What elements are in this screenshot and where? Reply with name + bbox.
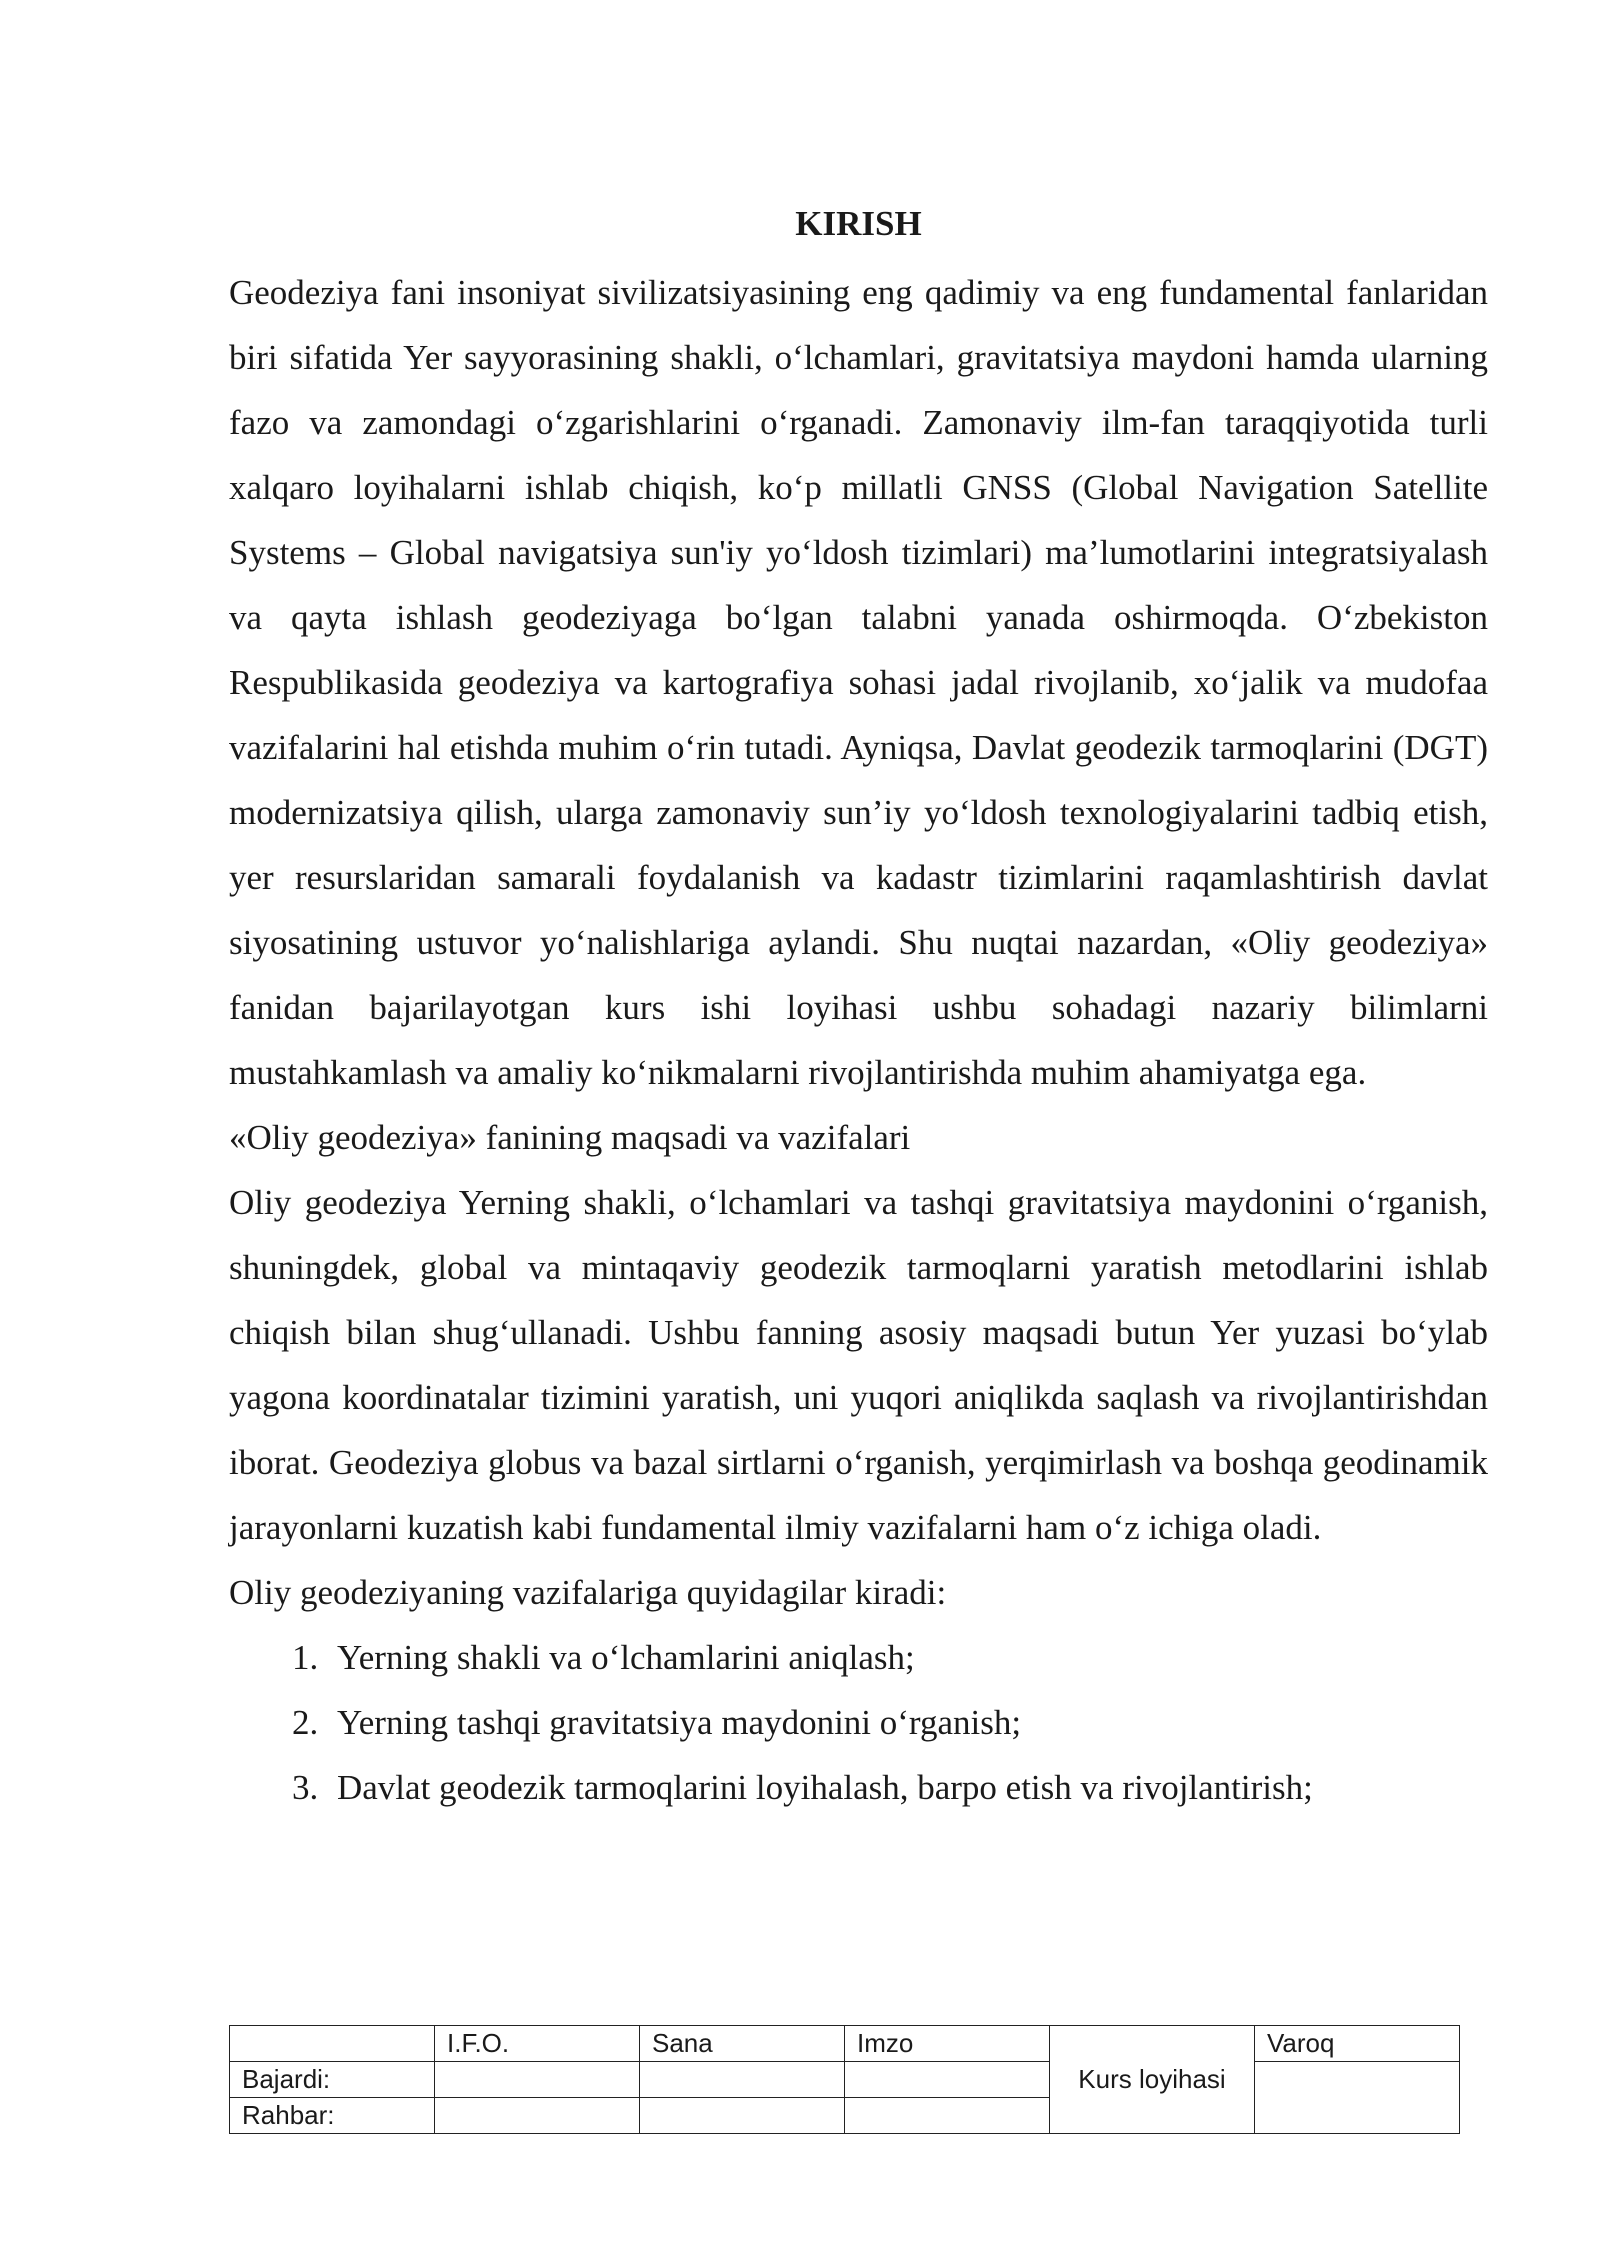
document-body — [229, 196, 1488, 1820]
title-block-doc-type: Kurs loyihasi — [1050, 2026, 1255, 2134]
page-title: KIRISH — [795, 204, 922, 243]
tasks-list — [229, 1625, 1488, 1820]
title-block-table — [229, 2025, 1460, 2134]
title-block-cell — [845, 2062, 1050, 2098]
title-block-header-signature: Imzo — [845, 2026, 1050, 2062]
task-item: 3. Davlat geodezik tarmoqlarini loyihalash, barpo etish va rivojlantirish; — [327, 1755, 1488, 1820]
section-heading: «Oliy geodeziya» fanining maqsadi va vazifalari — [229, 1118, 911, 1157]
title-block-empty-cell — [230, 2026, 435, 2062]
intro-paragraph: Geodeziya fani insoniyat sivilizatsiyasining eng qadimiy va eng fundamental fanlaridan biri sifatida Yer sayyorasining shakli, o‘lchamlari, gravitatsiya maydoni hamda ularning fazo va zamondagi o‘zgarishlarini o‘rganadi. Zamonaviy ilm-fan taraqqiyotida turli xalqaro loyihalarni ishlab chiqish, ko‘p millatli GNSS (Global Navigation Satellite Systems – Global navigatsiya sun'iy yo‘ldosh tizimlari) ma’lumotlarini integratsiyalash va qayta ishlash geodeziyaga bo‘lgan talabni yanada oshirmoqda. O‘zbekiston Respublikasida geodeziya va kartografiya sohasi jadal rivojlanib, xo‘jalik va mudofaa vazifalarini hal etishda muhim o‘rin tutadi. Ayniqsa, Davlat geodezik tarmoqlarini (DGT) modernizatsiya qilish, ularga zamonaviy sun’iy yo‘ldosh texnologiyalarini tadbiq etish, yer resurslaridan samarali foydalanish va kadastr tizimlarini raqamlashtirish davlat siyosatining ustuvor yo‘nalishlariga aylandi. Shu nuqtai nazardan, «Oliy geodeziya» fanidan bajarilayotgan kurs ishi loyihasi ushbu sohadagi nazariy bilimlarni mustahkamlash va amaliy ko‘nikmalarni rivojlantirishda muhim ahamiyatga ega. — [229, 273, 1488, 1092]
task-item: 1. Yerning shakli va o‘lchamlarini aniqlash; — [327, 1625, 1488, 1690]
title-block-cell — [640, 2098, 845, 2134]
title-block-header-sheet: Varoq — [1255, 2026, 1460, 2062]
title-block-header-name: I.F.O. — [435, 2026, 640, 2062]
title-block-cell — [435, 2098, 640, 2134]
title-block-row-performer: Bajardi: — [230, 2062, 435, 2098]
title-block-sheet-number — [1255, 2062, 1460, 2134]
title-block-cell — [845, 2098, 1050, 2134]
tasks-intro: Oliy geodeziyaning vazifalariga quyidagilar kiradi: — [229, 1573, 947, 1612]
title-block-cell — [640, 2062, 845, 2098]
title-block-cell — [435, 2062, 640, 2098]
aim-paragraph: Oliy geodeziya Yerning shakli, o‘lchamlari va tashqi gravitatsiya maydonini o‘rganish, shuningdek, global va mintaqaviy geodezik tarmoqlarni yaratish metodlarini ishlab chiqish bilan shug‘ullanadi. Ushbu fanning asosiy maqsadi butun Yer yuzasi bo‘ylab yagona koordinatalar tizimini yaratish, uni yuqori aniqlikda saqlash va rivojlantirishdan iborat. Geodeziya globus va bazal sirtlarni o‘rganish, yerqimirlash va boshqa geodinamik jarayonlarni kuzatish kabi fundamental ilmiy vazifalarni ham o‘z ichiga oladi. — [229, 1183, 1488, 1547]
title-block-header-date: Sana — [640, 2026, 845, 2062]
title-block-row-supervisor: Rahbar: — [230, 2098, 435, 2134]
task-item: 2. Yerning tashqi gravitatsiya maydonini o‘rganish; — [327, 1690, 1488, 1755]
